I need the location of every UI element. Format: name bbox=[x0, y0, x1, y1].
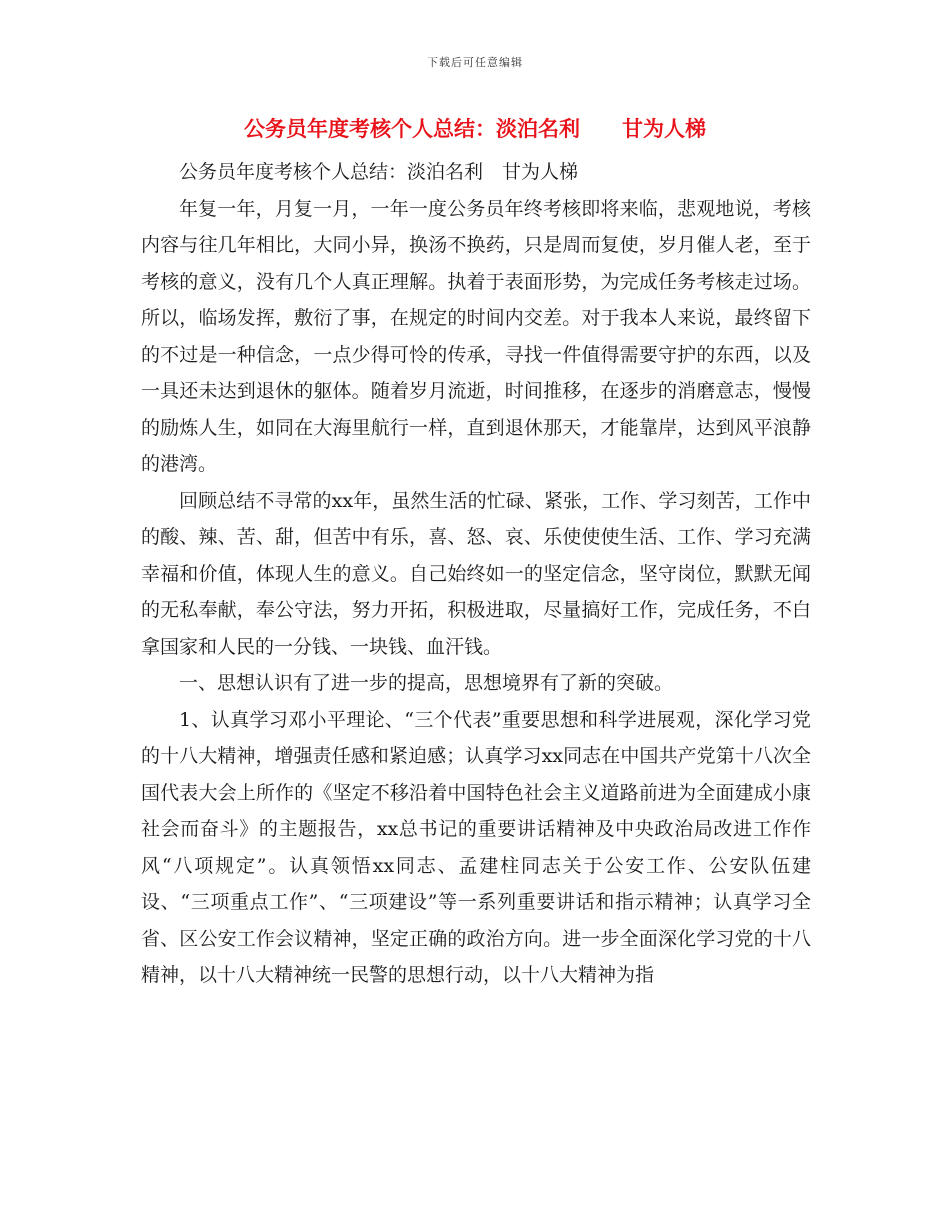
document-title: 公务员年度考核个人总结：淡泊名利 甘为人梯 bbox=[244, 117, 706, 141]
paragraph-subtitle: 公务员年度考核个人总结：淡泊名利 甘为人梯 bbox=[179, 161, 579, 183]
section-heading-1: 一、思想认识有了进一步的提高，思想境界有了新的突破。 bbox=[179, 672, 674, 694]
document-body bbox=[141, 154, 811, 994]
paragraph-review: 回顾总结不寻常的xx年，虽然生活的忙碌、紧张，工作、学习刻苦，工作中的酸、辣、苦、甜，但苦中有乐，喜、怒、哀、乐使使使生活、工作、学习充满幸福和价值，体现人生的意义。自己始终如一的坚定信念，坚守岗位，默默无闻的无私奉献，奉公守法，努力开拓，积极进取，尽量搞好工作，完成任务，不白拿国家和人民的一分钱、一块钱、血汗钱。 bbox=[141, 489, 811, 658]
page-header-note: 下载后可任意编辑 bbox=[427, 56, 523, 69]
paragraph-item-1: 1、认真学习邓小平理论、“三个代表”重要思想和科学进展观，深化学习党的十八大精神，增强责任感和紧迫感；认真学习xx同志在中国共产党第十八次全国代表大会上所作的《坚定不移沿着中国特色社会主义道路前进为全面建成小康社会而奋斗》的主题报告，xx总书记的重要讲话精神及中央政治局改进工作作风“八项规定”。认真领悟xx同志、孟建柱同志关于公安工作、公安队伍建设、“三项重点工作”、“三项建设”等一系列重要讲话和指示精神；认真学习全省、区公安工作会议精神，坚定正确的政治方向。进一步全面深化学习党的十八精神，以十八大精神统一民警的思想行动，以十八大精神为指 bbox=[141, 708, 811, 986]
paragraph-intro: 年复一年，月复一月，一年一度公务员年终考核即将来临，悲观地说，考核内容与往几年相比，大同小异，换汤不换药，只是周而复使，岁月催人老，至于考核的意义，没有几个人真正理解。执着于表面形势，为完成任务考核走过场。所以，临场发挥，敷衍了事，在规定的时间内交差。对于我本人来说，最终留下的不过是一种信念，一点少得可怜的传承，寻找一件值得需要守护的东西，以及一具还未达到退休的躯体。随着岁月流逝，时间推移，在逐步的消磨意志，慢慢的励炼人生，如同在大海里航行一样，直到退休那天，才能靠岸，达到风平浪静的港湾。 bbox=[141, 197, 811, 475]
